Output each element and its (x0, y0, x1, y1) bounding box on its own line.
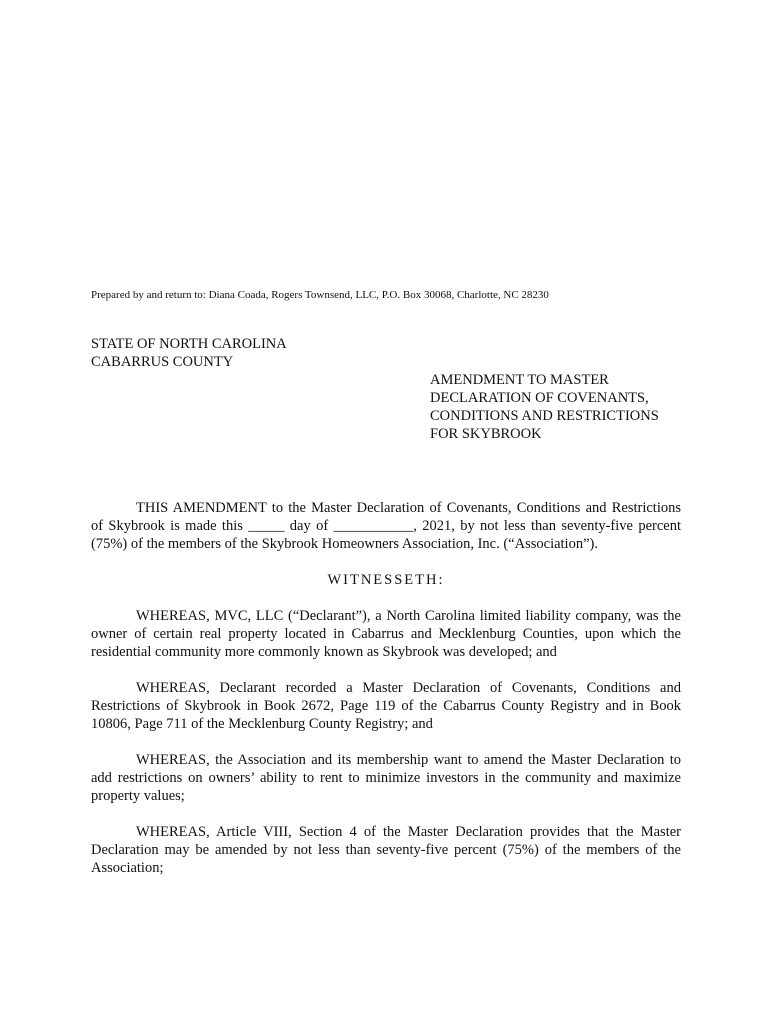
whereas-paragraph-block-2 (91, 679, 681, 733)
intro-paragraph-block (91, 499, 681, 553)
county-line: CABARRUS COUNTY (91, 354, 234, 370)
witnesseth-heading: WITNESSETH: (327, 572, 445, 588)
whereas-paragraph-1: WHEREAS, MVC, LLC (“Declarant”), a North Carolina limited liability company, was the owner of certain real property located in Cabarrus and Mecklenburg Counties, upon which the residential community more commonly known as Skybrook was developed; and (91, 608, 681, 660)
state-line: STATE OF NORTH CAROLINA (91, 336, 287, 352)
whereas-paragraph-2: WHEREAS, Declarant recorded a Master Declaration of Covenants, Conditions and Restrictions of Skybrook in Book 2672, Page 119 of the Cabarrus County Registry and in Book 10806, Page 711 of the Mecklenburg County Registry; and (91, 680, 681, 732)
whereas-paragraph-block-4 (91, 823, 681, 877)
intro-paragraph: THIS AMENDMENT to the Master Declaration of Covenants, Conditions and Restrictions of Skybrook is made this _____ day of ___________, 2021, by not less than seventy-five percent (75%) of the members of the Skybrook Homeowners Association, Inc. (“Association”). (91, 500, 681, 552)
prepared-by-line: Prepared by and return to: Diana Coada, Rogers Townsend, LLC, P.O. Box 30068, Charlotte, NC 28230 (91, 289, 549, 301)
title-line-1: AMENDMENT TO MASTER (430, 372, 609, 388)
whereas-paragraph-block-3 (91, 751, 681, 805)
whereas-paragraph-4: WHEREAS, Article VIII, Section 4 of the Master Declaration provides that the Master Declaration may be amended by not less than seventy-five percent (75%) of the members of the Association; (91, 824, 681, 876)
title-line-3: CONDITIONS AND RESTRICTIONS (430, 408, 659, 424)
whereas-paragraph-3: WHEREAS, the Association and its membership want to amend the Master Declaration to add restrictions on owners’ ability to rent to minimize investors in the community and maximize property values; (91, 752, 681, 804)
whereas-paragraph-block-1 (91, 607, 681, 661)
document-title (430, 371, 659, 443)
venue-block (91, 335, 287, 371)
title-line-4: FOR SKYBROOK (430, 426, 542, 442)
title-line-2: DECLARATION OF COVENANTS, (430, 390, 649, 406)
